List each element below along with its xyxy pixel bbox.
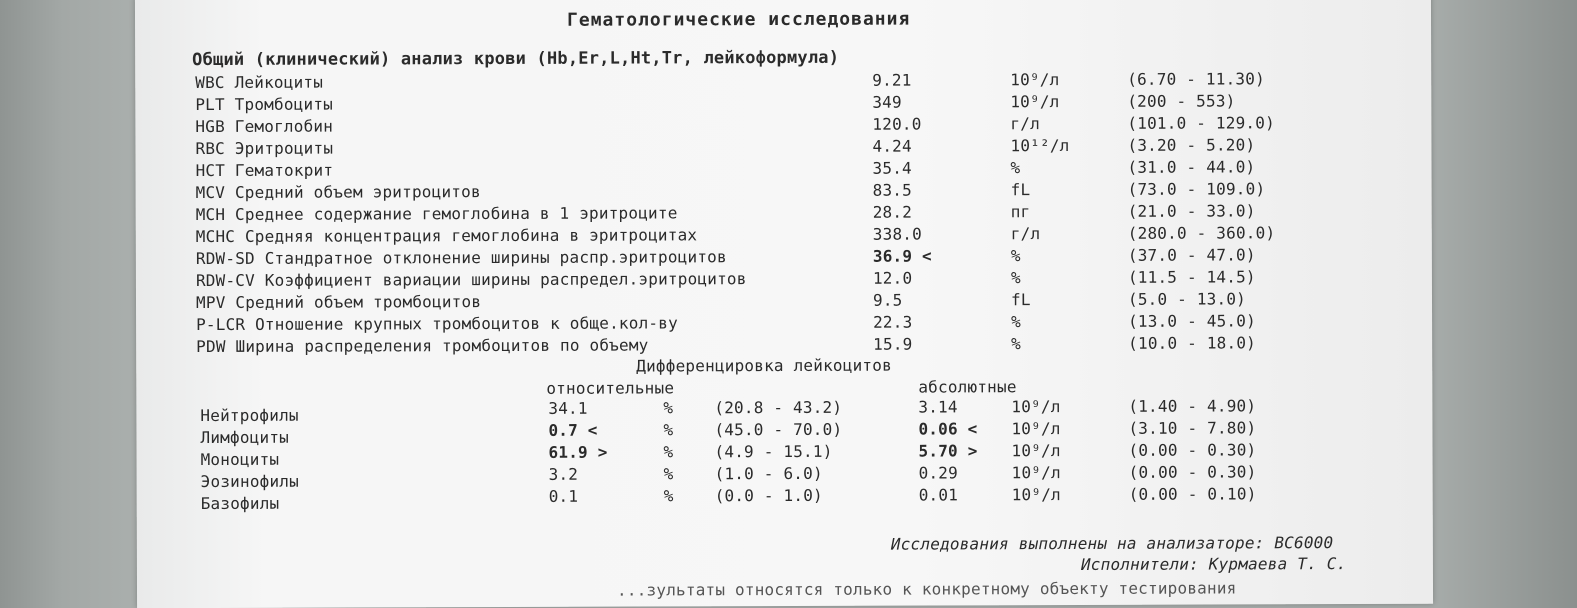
cbc-unit: г/л (1010, 224, 1041, 244)
cbc-value: 22.3 (873, 312, 913, 332)
cbc-ref: (3.20 - 5.20) (1127, 135, 1256, 155)
diff-rel-unit: % (663, 486, 674, 506)
cbc-ref: (21.0 - 33.0) (1127, 201, 1256, 221)
cbc-ref: (37.0 - 47.0) (1127, 245, 1256, 265)
analyzer-note: Исследования выполнены на анализаторе: BC6000 (890, 533, 1334, 554)
cbc-ref: (6.70 - 11.30) (1127, 69, 1265, 89)
cbc-ref: (13.0 - 45.0) (1128, 311, 1256, 331)
cbc-unit: % (1010, 158, 1021, 178)
diff-name: Нейтрофилы (200, 405, 299, 426)
diff-rel-value: 61.9 > (548, 442, 608, 462)
cbc-unit: % (1010, 246, 1021, 266)
diff-rel-unit: % (663, 464, 674, 484)
cbc-name: RBC Эритроциты (195, 138, 334, 159)
diff-abs-ref: (3.10 - 7.80) (1128, 418, 1257, 438)
diff-abs-ref: (0.00 - 0.10) (1128, 484, 1257, 504)
rel-header: относительные (546, 378, 675, 398)
cbc-value: 28.2 (872, 202, 913, 222)
cbc-name: HCT Гематокрит (195, 160, 334, 181)
cbc-unit: % (1010, 268, 1021, 288)
diff-rel-unit: % (663, 420, 674, 440)
lab-report-sheet (135, 0, 1433, 608)
cbc-name: P-LCR Отношение крупных тромбоцитов к обще.кол-ву (196, 313, 678, 335)
cbc-value: 349 (872, 92, 902, 112)
diff-abs-value: 0.06 < (918, 419, 978, 439)
abs-header: абсолютные (918, 377, 1017, 397)
cbc-name: MCH Среднее содержание гемоглобина в 1 эритроците (195, 203, 678, 225)
performer-note: Исполнители: Курмаева Т. С. (1080, 554, 1347, 574)
cbc-value: 338.0 (872, 224, 922, 244)
cbc-name: MCV Средний объем эритроцитов (195, 182, 481, 203)
cbc-name: WBC Лейкоциты (195, 72, 324, 93)
diff-rel-ref: (4.9 - 15.1) (714, 441, 833, 462)
cbc-unit: % (1011, 334, 1022, 354)
cbc-value: 120.0 (872, 114, 922, 134)
cbc-name: HGB Гемоглобин (195, 116, 334, 137)
diff-abs-value: 3.14 (918, 397, 958, 417)
cbc-name: MCHC Средняя концентрация гемоглобина в эритроцитах (195, 225, 698, 247)
diff-rel-value: 0.1 (548, 486, 579, 506)
cbc-value: 15.9 (873, 334, 913, 354)
diff-title: Дифференцировка лейкоцитов (636, 355, 892, 376)
cbc-unit: % (1011, 312, 1021, 332)
diff-name: Базофилы (200, 493, 280, 514)
section-subtitle: Общий (клинический) анализ крови (Hb,Er,L,Ht,Tr, лейкоформула) (192, 47, 840, 71)
cbc-unit: 10⁹/л (1010, 70, 1060, 90)
cbc-value: 83.5 (872, 180, 912, 200)
report-title: Гематологические исследования (566, 8, 911, 31)
diff-abs-value: 0.01 (918, 485, 959, 505)
cbc-name: RDW-CV Коэффициент вариации ширины распредел.эритроцитов (195, 269, 747, 291)
diff-name: Эозинофилы (200, 471, 299, 492)
diff-rel-unit: % (663, 398, 674, 418)
diff-abs-ref: (1.40 - 4.90) (1128, 396, 1257, 416)
diff-abs-value: 5.70 > (918, 441, 978, 461)
diff-abs-value: 0.29 (918, 463, 958, 483)
diff-abs-unit: 10⁹/л (1011, 485, 1061, 505)
diff-rel-value: 0.7 < (548, 420, 598, 440)
cbc-unit: fL (1010, 290, 1031, 310)
diff-rel-ref: (45.0 - 70.0) (714, 419, 843, 440)
diff-abs-unit: 10⁹/л (1011, 419, 1061, 439)
disclaimer-cut-line: ...зультаты относятся только к конкретному объекту тестирования (616, 578, 1237, 600)
cbc-ref: (101.0 - 129.0) (1127, 113, 1275, 133)
cbc-value: 12.0 (872, 268, 913, 288)
diff-rel-ref: (20.8 - 43.2) (714, 397, 843, 418)
cbc-unit: 10¹²/л (1010, 136, 1070, 156)
diff-abs-ref: (0.00 - 0.30) (1128, 440, 1257, 460)
diff-name: Лимфоциты (200, 427, 290, 448)
diff-rel-ref: (0.0 - 1.0) (714, 485, 823, 506)
cbc-name: PLT Тромбоциты (195, 94, 334, 115)
cbc-value: 9.5 (872, 290, 903, 310)
diff-rel-value: 3.2 (548, 464, 579, 484)
diff-rel-unit: % (663, 442, 674, 462)
diff-abs-ref: (0.00 - 0.30) (1128, 462, 1257, 482)
diff-rel-value: 34.1 (548, 398, 588, 418)
cbc-unit: пг (1010, 202, 1031, 222)
cbc-value: 35.4 (872, 158, 912, 178)
diff-abs-unit: 10⁹/л (1011, 463, 1061, 483)
cbc-name: MPV Средний объем тромбоцитов (195, 292, 482, 313)
cbc-ref: (200 - 553) (1127, 91, 1236, 111)
diff-abs-unit: 10⁹/л (1011, 441, 1061, 461)
cbc-unit: 10⁹/л (1010, 92, 1060, 112)
cbc-value: 36.9 < (872, 246, 932, 266)
cbc-name: RDW-SD Стандратное отклонение ширины распр.эритроцитов (195, 247, 727, 269)
cbc-unit: г/л (1010, 114, 1040, 134)
diff-abs-unit: 10⁹/л (1011, 397, 1061, 417)
cbc-ref: (10.0 - 18.0) (1128, 333, 1257, 353)
cbc-ref: (280.0 - 360.0) (1127, 223, 1276, 243)
cbc-ref: (31.0 - 44.0) (1127, 157, 1256, 177)
cbc-ref: (11.5 - 14.5) (1127, 267, 1256, 287)
cbc-ref: (73.0 - 109.0) (1127, 179, 1266, 199)
diff-rel-ref: (1.0 - 6.0) (714, 463, 823, 484)
cbc-value: 9.21 (872, 70, 912, 90)
cbc-unit: fL (1010, 180, 1031, 200)
cbc-name: PDW Ширина распределения тромбоцитов по объему (196, 335, 649, 357)
cbc-ref: (5.0 - 13.0) (1127, 289, 1247, 309)
cbc-value: 4.24 (872, 136, 912, 156)
diff-name: Моноциты (200, 449, 280, 470)
